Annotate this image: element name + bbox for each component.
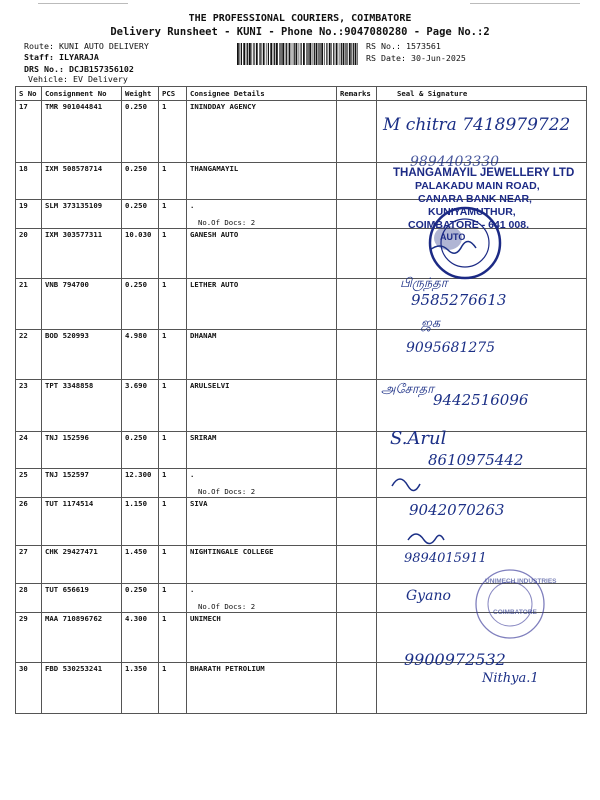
docs-count: No.Of Docs: 2 xyxy=(198,218,256,227)
row-consignee-text: . xyxy=(190,201,195,210)
col-consignee: Consignee Details xyxy=(187,87,337,101)
row-weight-text: 4.300 xyxy=(125,614,147,623)
row-consignment-no-text: TNJ 152596 xyxy=(45,433,89,442)
unimech-stamp xyxy=(406,570,557,638)
row-weight-text: 3.690 xyxy=(125,381,147,390)
staff-label: Staff: ILYARAJA xyxy=(24,52,99,62)
runsheet-subtitle: Delivery Runsheet - KUNI - Phone No.:9047080280 - Page No.:2 xyxy=(110,26,490,38)
row-pcs-text: 1 xyxy=(162,499,167,508)
col-remarks: Remarks xyxy=(337,87,377,101)
rs-number: RS No.: 1573561 xyxy=(366,41,441,51)
row-weight-text: 1.150 xyxy=(125,499,147,508)
docs-count: No.Of Docs: 2 xyxy=(198,487,256,496)
row-pcs-text: 1 xyxy=(162,102,167,111)
stamp-line: KUNIYAMUTHUR, xyxy=(428,206,516,218)
row-pcs-text: 1 xyxy=(162,331,167,340)
row-consignment-no-text: FBD 530253241 xyxy=(45,664,103,673)
row-consignee-text: SRIRAM xyxy=(190,433,217,442)
col-pcs: PCS xyxy=(159,87,187,101)
handwritten-phone: 9442516096 xyxy=(433,391,529,409)
rs-date: RS Date: 30-Jun-2025 xyxy=(366,53,466,63)
row-pcs-text: 1 xyxy=(162,201,167,210)
row-sno-text: 25 xyxy=(19,470,28,479)
row-pcs-text: 1 xyxy=(162,547,167,556)
handwritten-name: பிருந்தா xyxy=(400,276,448,291)
row-weight-text: 4.980 xyxy=(125,331,147,340)
row-consignment-no-text: TNJ 152597 xyxy=(45,470,89,479)
row-sno-text: 18 xyxy=(19,164,28,173)
handwritten-signature: Gyano xyxy=(406,588,451,604)
row-consignee-text: . xyxy=(190,470,195,479)
col-sno: S No xyxy=(16,87,42,101)
row-consignment-no-text: MAA 710896762 xyxy=(45,614,103,623)
row-consignment-no-text: CHK 29427471 xyxy=(45,547,98,556)
row-consignment-no-text: IXM 508578714 xyxy=(45,164,103,173)
col-seal-signature: Seal & Signature xyxy=(377,87,587,101)
row-consignment-no-text: IXM 303577311 xyxy=(45,230,103,239)
row-pcs-text: 1 xyxy=(162,664,167,673)
row-sno-text: 27 xyxy=(19,547,28,556)
vehicle-label: Vehicle: EV Delivery xyxy=(28,74,128,84)
handwritten-name: Nithya.1 xyxy=(482,671,539,686)
row-sno-text: 24 xyxy=(19,433,28,442)
row-consignment-no-text: TUT 656619 xyxy=(45,585,89,594)
row-sno-text: 26 xyxy=(19,499,28,508)
row-pcs-text: 1 xyxy=(162,381,167,390)
row-pcs-text: 1 xyxy=(162,433,167,442)
handwritten-signature xyxy=(408,534,444,544)
col-consignment: Consignment No xyxy=(42,87,122,101)
row-pcs-text: 1 xyxy=(162,614,167,623)
row-consignee-text: LETHER AUTO xyxy=(190,280,239,289)
thangamayil-stamp xyxy=(393,154,574,231)
stamp-line: PALAKADU MAIN ROAD, xyxy=(415,180,540,192)
row-consignment-no-text: TUT 1174514 xyxy=(45,499,94,508)
row-consignee-text: UNIMECH xyxy=(190,614,221,623)
row-sno-text: 28 xyxy=(19,585,28,594)
row-weight-text: 1.450 xyxy=(125,547,147,556)
row-consignee-text: ININDDAY AGENCY xyxy=(190,102,256,111)
row-weight-text: 0.250 xyxy=(125,585,147,594)
row-consignee-text: ARULSELVI xyxy=(190,381,230,390)
row-pcs-text: 1 xyxy=(162,585,167,594)
stamp-line: THANGAMAYIL JEWELLERY LTD xyxy=(393,167,575,179)
row-weight-text: 0.250 xyxy=(125,280,147,289)
row-weight-text: 0.250 xyxy=(125,164,147,173)
row-sno-text: 29 xyxy=(19,614,28,623)
handwritten-name: S.Arul xyxy=(390,428,447,449)
row-pcs-text: 1 xyxy=(162,230,167,239)
row-sno-text: 20 xyxy=(19,230,28,239)
row-sno-text: 19 xyxy=(19,201,28,210)
route-label: Route: KUNI AUTO DELIVERY xyxy=(24,41,149,51)
company-title: THE PROFESSIONAL COURIERS, COIMBATORE xyxy=(188,13,412,24)
row-pcs-text: 1 xyxy=(162,470,167,479)
handwritten-phone: 9894015911 xyxy=(404,551,487,566)
row-consignment-no-text: TMR 901044841 xyxy=(45,102,103,111)
row-consignee-text: THANGAMAYIL xyxy=(190,164,239,173)
row-consignment-no-text: BOD 520993 xyxy=(45,331,89,340)
row-sno-text: 17 xyxy=(19,102,28,111)
row-consignment-no-text: VNB 794700 xyxy=(45,280,89,289)
handwritten-name: அசோதா xyxy=(381,382,434,397)
row-weight-text: 0.250 xyxy=(125,433,147,442)
row-consignee-text: GANESH AUTO xyxy=(190,230,239,239)
row-sno-text: 30 xyxy=(19,664,28,673)
row-sno-text: 23 xyxy=(19,381,28,390)
row-sno-text: 22 xyxy=(19,331,28,340)
handwritten-phone: 9095681275 xyxy=(406,340,496,356)
handwritten-phone: 9585276613 xyxy=(411,291,507,309)
row-weight-text: 12.300 xyxy=(125,470,152,479)
handwritten-signature: M chitra 7418979722 xyxy=(383,115,571,135)
row-weight-text: 0.250 xyxy=(125,102,147,111)
handwritten-signature xyxy=(392,479,420,491)
row-weight-text: 10.030 xyxy=(125,230,152,239)
row-pcs-text: 1 xyxy=(162,164,167,173)
stamp-line: CANARA BANK NEAR, xyxy=(418,193,532,205)
row-consignee-text: SIVA xyxy=(190,499,208,508)
col-weight: Weight xyxy=(122,87,159,101)
row-consignee-text: DHANAM xyxy=(190,331,217,340)
row-consignee-text: BHARATH PETROLIUM xyxy=(190,664,265,673)
drs-number: DRS No.: DCJB157356102 xyxy=(24,64,134,74)
row-consignment-no-text: SLM 373135109 xyxy=(45,201,103,210)
stamp-text: COIMBATORE xyxy=(493,609,537,616)
row-weight-text: 0.250 xyxy=(125,201,147,210)
row-sno-text: 21 xyxy=(19,280,28,289)
ganesh-auto-stamp xyxy=(430,208,500,278)
handwritten-phone: 9900972532 xyxy=(404,650,506,669)
row-pcs-text: 1 xyxy=(162,280,167,289)
docs-count: No.Of Docs: 2 xyxy=(198,602,256,611)
row-consignee-text: NIGHTINGALE COLLEGE xyxy=(190,547,274,556)
stamp-text: AUTO xyxy=(440,232,466,242)
handwritten-phone: 8610975442 xyxy=(428,451,524,469)
row-consignee-text: . xyxy=(190,585,195,594)
stamp-text: UNIMECH INDUSTRIES xyxy=(485,578,557,585)
row-weight-text: 1.350 xyxy=(125,664,147,673)
stamp-line: COIMBATORE - 641 008. xyxy=(408,219,529,231)
handwritten-phone: 9894403330 xyxy=(410,154,500,170)
handwritten-phone: 9042070263 xyxy=(409,501,505,519)
row-consignment-no-text: TPT 3348858 xyxy=(45,381,94,390)
handwritten-name: ஜக xyxy=(421,316,441,331)
